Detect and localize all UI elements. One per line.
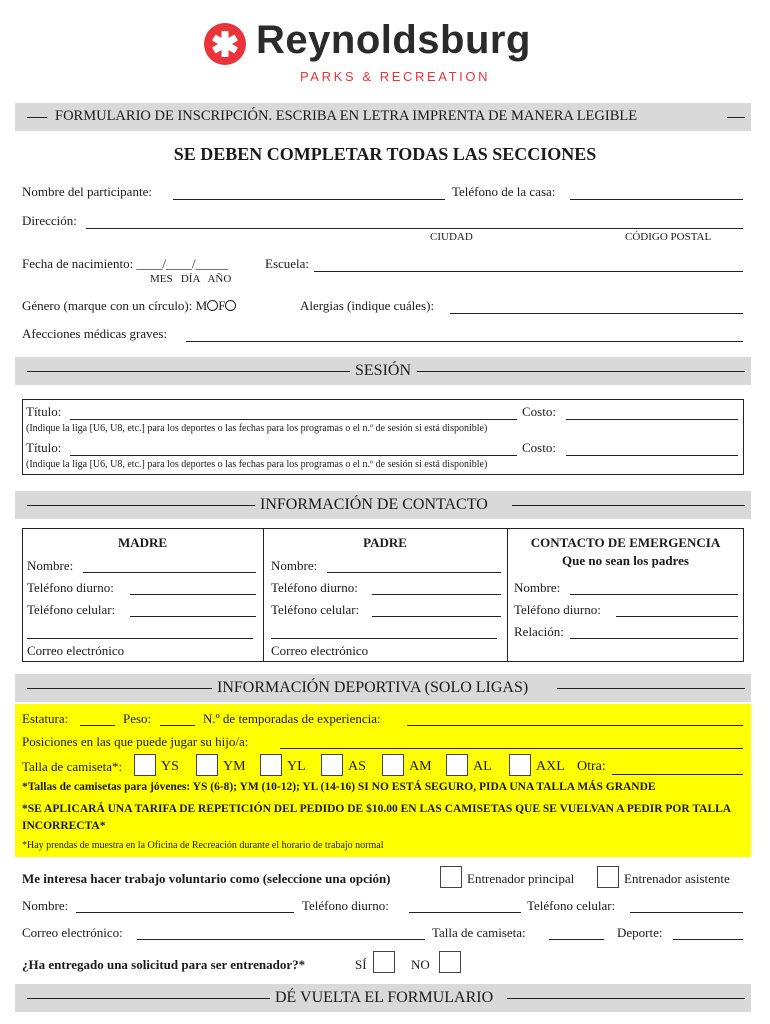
session-cost-label-2: Costo: [522, 440, 556, 455]
contact-band [15, 491, 751, 519]
shirt-ym-checkbox[interactable] [196, 754, 218, 776]
mother-email-label: Correo electrónico [27, 643, 125, 658]
session-title-label-2: Título: [26, 440, 62, 455]
shirt-ys-checkbox[interactable] [134, 754, 156, 776]
address-label: Dirección: [22, 213, 77, 228]
footer-band [15, 984, 751, 1012]
mother-heading: MADRE [117, 535, 168, 550]
no-label: NO [411, 957, 430, 972]
session-title-field-2[interactable] [70, 455, 517, 456]
volunteer-cell-label: Teléfono celular: [527, 898, 616, 913]
father-day-phone-label: Teléfono diurno: [271, 580, 358, 595]
sports-band [15, 674, 751, 702]
gender-m-circle[interactable] [207, 300, 218, 311]
header-banner-text: FORMULARIO DE INSCRIPCIÓN. ESCRIBA EN LETRA IMPRENTA DE MANERA LEGIBLE [55, 108, 638, 124]
volunteer-sport-field[interactable] [673, 939, 743, 940]
emergency-heading: CONTACTO DE EMERGENCIA [530, 535, 721, 550]
participant-name-field[interactable] [173, 199, 445, 200]
star-badge-icon [203, 22, 247, 66]
brand-name: Reynoldsburg [256, 18, 531, 62]
medical-label: Afecciones médicas graves: [22, 326, 168, 341]
mother-name-field[interactable] [83, 572, 256, 573]
father-cell-label: Teléfono celular: [271, 602, 360, 617]
volunteer-email-field[interactable] [137, 939, 425, 940]
shirt-am-checkbox[interactable] [382, 754, 404, 776]
reorder-fee-note: *SE APLICARÁ UNA TARIFA DE REPETICIÓN DEL PEDIDO DE $10.00 EN LAS CAMISETAS QUE SE VUELVAN A PEDIR POR TALLA INCORRECTA* [22, 803, 731, 832]
home-phone-label: Teléfono de la casa: [452, 184, 556, 199]
header-banner [15, 103, 751, 131]
shirt-size-label: Talla de camiseta*: [22, 759, 123, 774]
yes-label: SÍ [355, 957, 367, 972]
father-email-field[interactable] [271, 638, 497, 639]
volunteer-sport-label: Deporte: [617, 925, 663, 940]
father-cell-field[interactable] [372, 616, 501, 617]
volunteer-day-phone-field[interactable] [409, 912, 521, 913]
session-cost-field-1[interactable] [566, 419, 738, 420]
head-coach-checkbox[interactable] [440, 866, 462, 888]
shirt-yl-checkbox[interactable] [260, 754, 282, 776]
dob-label: Fecha de nacimiento: ____/____/_____ [22, 256, 229, 271]
dob-sublabel: MES DÍA AÑO [150, 273, 232, 285]
volunteer-cell-field[interactable] [630, 912, 743, 913]
zip-label: CÓDIGO POSTAL [625, 231, 712, 243]
shirt-as-label: AS [348, 759, 366, 774]
session-heading: SESIÓN [355, 362, 412, 379]
height-label: Estatura: [22, 711, 69, 726]
volunteer-name-label: Nombre: [22, 898, 69, 913]
seasons-label: N.º de temporadas de experiencia: [203, 711, 381, 726]
shirt-other-field[interactable] [612, 774, 743, 775]
session-hint-2: (Indique la liga [U6, U8, etc.] para los deportes o las fechas para los programas o el n.º de sesión si está disponible) [26, 459, 488, 470]
gender-f-text: F [218, 298, 226, 313]
gender-f-circle[interactable] [225, 300, 236, 311]
samples-note: *Hay prendas de muestra en la Oficina de Recreación durante el horario de trabajo normal [22, 840, 384, 851]
positions-label: Posiciones en las que puede jugar su hijo/a: [22, 734, 249, 749]
city-label: CIUDAD [430, 231, 473, 243]
volunteer-prompt: Me interesa hacer trabajo voluntario como (seleccione una opción) [22, 871, 391, 886]
brand-subtitle: PARKS & RECREATION [300, 69, 491, 84]
weight-field[interactable] [160, 725, 195, 726]
allergies-label: Alergias (indique cuáles): [300, 298, 435, 313]
coach-application-question: ¿Ha entregado una solicitud para ser entrenador?* [22, 957, 306, 972]
emergency-subheading: Que no sean los padres [562, 553, 689, 568]
shirt-other-label: Otra: [577, 759, 606, 774]
father-name-field[interactable] [327, 572, 501, 573]
emergency-name-field[interactable] [570, 594, 738, 595]
father-name-label: Nombre: [271, 558, 318, 573]
mother-email-field[interactable] [27, 638, 253, 639]
shirt-al-checkbox[interactable] [446, 754, 468, 776]
logo [200, 18, 560, 88]
volunteer-name-field[interactable] [76, 912, 294, 913]
session-hint-1: (Indique la liga [U6, U8, etc.] para los deportes o las fechas para los programas o el n.º de sesión si está disponible) [26, 423, 488, 434]
mother-name-label: Nombre: [27, 558, 74, 573]
footer-band-text: DÉ VUELTA EL FORMULARIO [275, 989, 494, 1006]
school-field[interactable] [314, 271, 743, 272]
emergency-day-phone-field[interactable] [616, 616, 738, 617]
main-title: SE DEBEN COMPLETAR TODAS LAS SECCIONES [173, 144, 597, 164]
emergency-relation-field[interactable] [570, 638, 738, 639]
allergies-field[interactable] [450, 313, 743, 314]
father-email-label: Correo electrónico [271, 643, 369, 658]
session-band [15, 357, 751, 385]
height-field[interactable] [80, 725, 115, 726]
shirt-axl-label: AXL [536, 759, 565, 774]
participant-name-label: Nombre del participante: [22, 184, 152, 199]
volunteer-day-phone-label: Teléfono diurno: [302, 898, 389, 913]
home-phone-field[interactable] [570, 199, 743, 200]
school-label: Escuela: [265, 256, 310, 271]
yes-checkbox[interactable] [373, 951, 395, 973]
session-title-field-1[interactable] [70, 419, 517, 420]
contact-heading: INFORMACIÓN DE CONTACTO [260, 496, 488, 513]
father-heading: PADRE [363, 535, 407, 550]
shirt-as-checkbox[interactable] [321, 754, 343, 776]
seasons-field[interactable] [407, 725, 743, 726]
shirt-yl-label: YL [287, 759, 306, 774]
head-coach-label: Entrenador principal [467, 871, 575, 886]
emergency-name-label: Nombre: [514, 580, 561, 595]
positions-field[interactable] [280, 748, 743, 749]
shirt-al-label: AL [473, 759, 492, 774]
weight-label: Peso: [123, 711, 152, 726]
assistant-coach-label: Entrenador asistente [624, 871, 730, 886]
shirt-ym-label: YM [223, 759, 246, 774]
volunteer-email-label: Correo electrónico: [22, 925, 123, 940]
mother-cell-label: Teléfono celular: [27, 602, 116, 617]
session-cost-field-2[interactable] [566, 455, 738, 456]
volunteer-shirt-field[interactable] [549, 939, 604, 940]
emergency-relation-label: Relación: [514, 624, 564, 639]
mother-cell-field[interactable] [130, 616, 256, 617]
no-checkbox[interactable] [439, 951, 461, 973]
mother-day-phone-label: Teléfono diurno: [27, 580, 114, 595]
volunteer-shirt-label: Talla de camiseta: [432, 925, 526, 940]
father-day-phone-field[interactable] [372, 594, 501, 595]
gender-label-text: Género (marque con un círculo): M [22, 298, 208, 313]
medical-field[interactable] [186, 341, 743, 342]
session-title-label-1: Título: [26, 404, 62, 419]
session-cost-label-1: Costo: [522, 404, 556, 419]
assistant-coach-checkbox[interactable] [597, 866, 619, 888]
address-field[interactable] [86, 228, 743, 229]
emergency-day-phone-label: Teléfono diurno: [514, 602, 601, 617]
sports-heading: INFORMACIÓN DEPORTIVA (SOLO LIGAS) [217, 679, 529, 696]
mother-day-phone-field[interactable] [130, 594, 256, 595]
gender-label [22, 298, 236, 314]
youth-sizes-note: *Tallas de camisetas para jóvenes: YS (6-8); YM (10-12); YL (14-16) SI NO ESTÁ SEGURO, PIDA UNA TALLA MÁS GRANDE [22, 781, 656, 793]
shirt-axl-checkbox[interactable] [509, 754, 531, 776]
shirt-ys-label: YS [161, 759, 179, 774]
shirt-am-label: AM [409, 759, 432, 774]
